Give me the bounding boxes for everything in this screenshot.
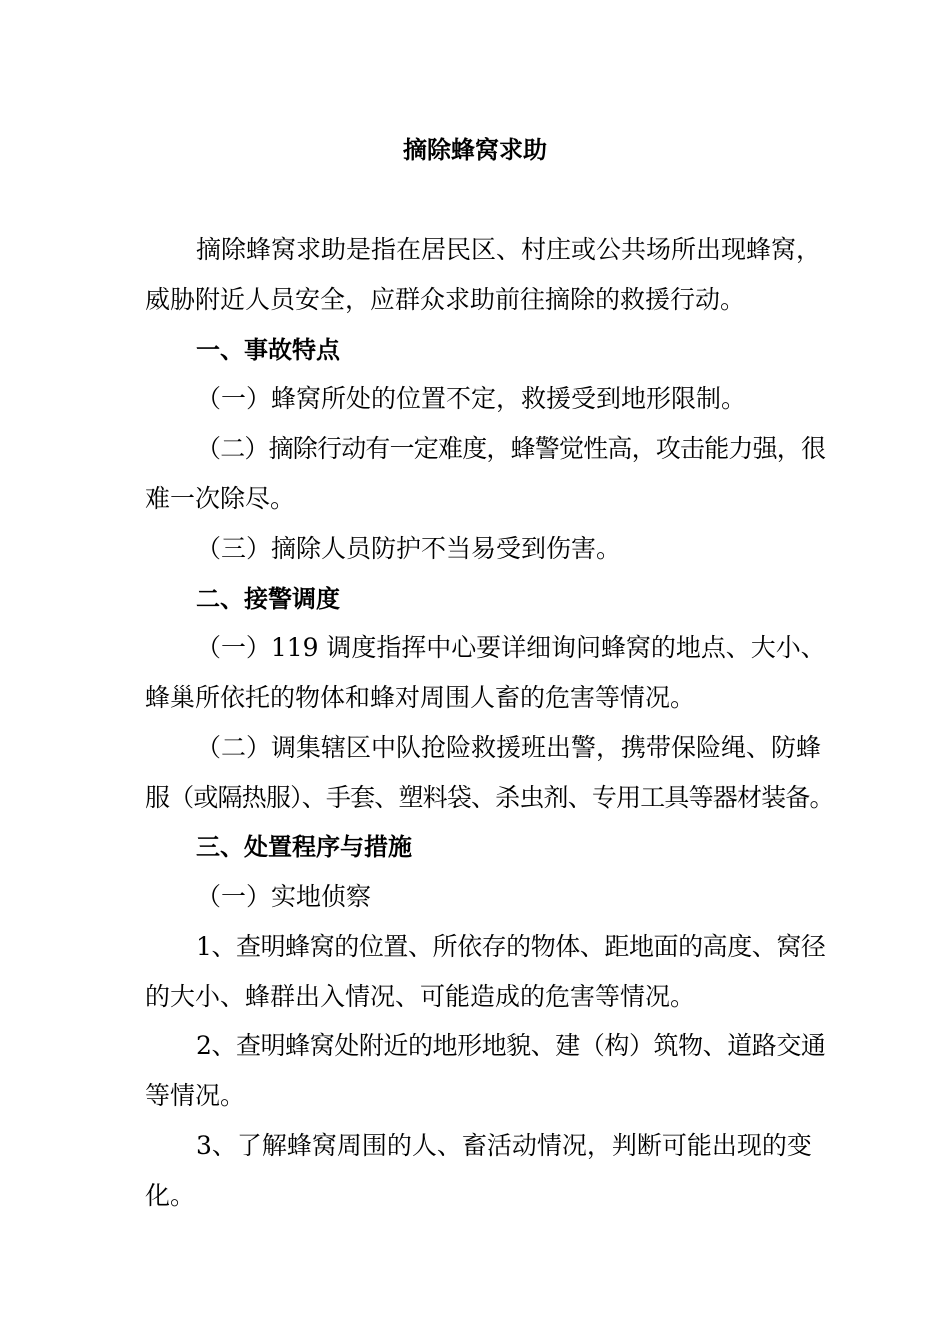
body-line: 威胁附近人员安全，应群众求助前往摘除的救援行动。 xyxy=(145,285,746,314)
section-heading: 三、处置程序与措施 xyxy=(196,833,412,861)
body-line: 的大小、蜂群出入情况、可能造成的危害等情况。 xyxy=(145,982,696,1011)
body-line: 服（或隔热服）、手套、塑料袋、杀虫剂、专用工具等器材装备。 xyxy=(145,783,834,812)
body-line: 等情况。 xyxy=(145,1081,246,1110)
body-line: 3、了解蜂窝周围的人、畜活动情况，判断可能出现的变 xyxy=(196,1131,812,1160)
body-line: 1、查明蜂窝的位置、所依存的物体、距地面的高度、窝径 xyxy=(196,932,826,961)
body-line: 摘除蜂窝求助是指在居民区、村庄或公共场所出现蜂窝， xyxy=(196,235,822,264)
body-line: 2、查明蜂窝处附近的地形地貌、建（构）筑物、道路交通 xyxy=(196,1031,826,1060)
body-line: 化。 xyxy=(145,1181,196,1210)
body-line: （一）119 调度指挥中心要详细询问蜂窝的地点、大小、 xyxy=(196,633,826,662)
document-title: 摘除蜂窝求助 xyxy=(403,136,547,164)
body-line: 难一次除尽。 xyxy=(145,484,296,513)
body-line: （二）摘除行动有一定难度，蜂警觉性高，攻击能力强，很 xyxy=(196,434,826,463)
body-line: （三）摘除人员防护不当易受到伤害。 xyxy=(196,534,622,563)
body-line: （二）调集辖区中队抢险救援班出警，携带保险绳、防蜂 xyxy=(196,733,822,762)
body-line: 蜂巢所依托的物体和蜂对周围人畜的危害等情况。 xyxy=(145,683,696,712)
section-heading: 二、接警调度 xyxy=(196,585,340,613)
subsection-heading: （一）实地侦察 xyxy=(196,882,372,911)
section-heading: 一、事故特点 xyxy=(196,336,340,364)
body-line: （一）蜂窝所处的位置不定，救援受到地形限制。 xyxy=(196,384,747,413)
